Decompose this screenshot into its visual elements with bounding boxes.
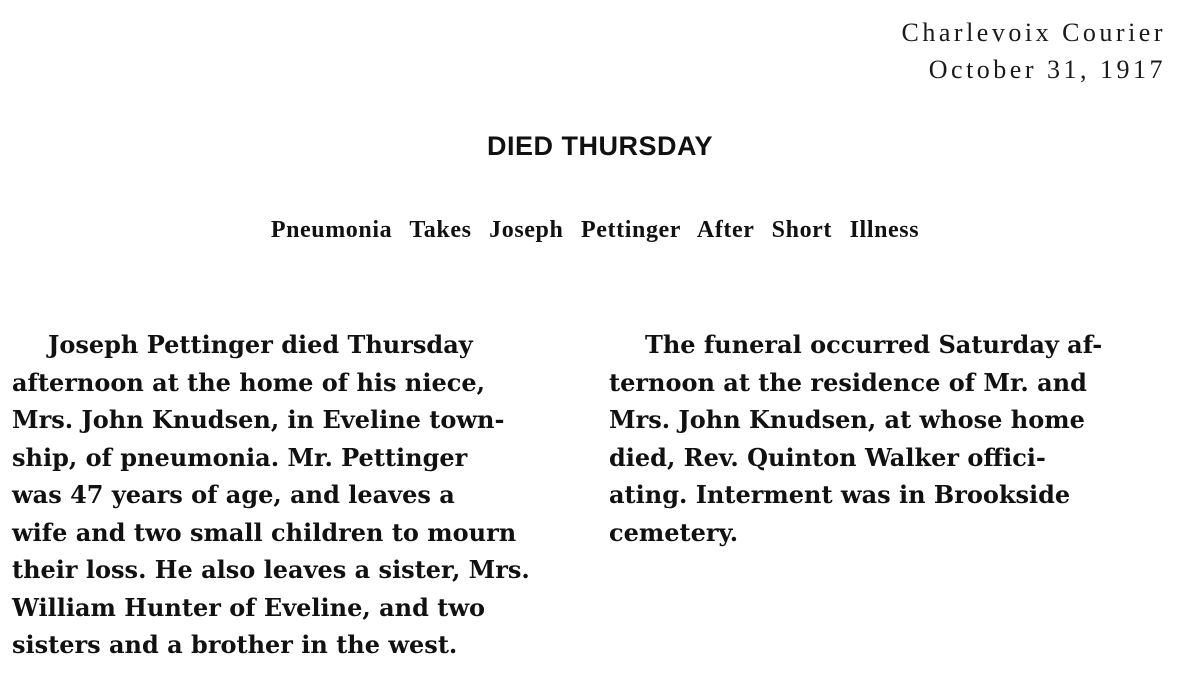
publication-date: October 31, 1917 [928,55,1166,84]
body-line: ating. Interment was in Brookside [609,480,1071,509]
body-line: cemetery. [609,517,739,547]
body-line: sisters and a brother in the west. [12,630,458,659]
publication-name: Charlevoix Courier [901,18,1166,47]
masthead [902,14,1166,88]
body-line: ternoon at the residence of Mr. and [609,367,1087,397]
body-line: died, Rev. Quinton Walker offici- [609,442,1046,472]
body-line: Mrs. John Knudsen, in Eveline town- [12,405,505,434]
article-headline: DIED THURSDAY [486,131,714,161]
body-line: William Hunter of Eveline, and two [12,592,485,622]
article-body-right-column [609,326,1194,551]
body-line: wife and two small children to mourn [12,517,517,547]
body-line: Joseph Pettinger died Thursday [48,330,473,359]
body-line: was 47 years of age, and leaves a [12,480,455,509]
body-line: Mrs. John Knudsen, at whose home [609,405,1085,434]
article-body-left-column [12,326,602,664]
body-line: ship, of pneumonia. Mr. Pettinger [12,442,468,472]
body-line: their loss. He also leaves a sister, Mrs. [12,555,530,584]
body-line: The funeral occurred Saturday af- [645,330,1103,359]
body-line: afternoon at the home of his niece, [12,367,485,397]
article-subheadline: Pneumonia Takes Joseph Pettinger After Short Illness [270,217,920,243]
